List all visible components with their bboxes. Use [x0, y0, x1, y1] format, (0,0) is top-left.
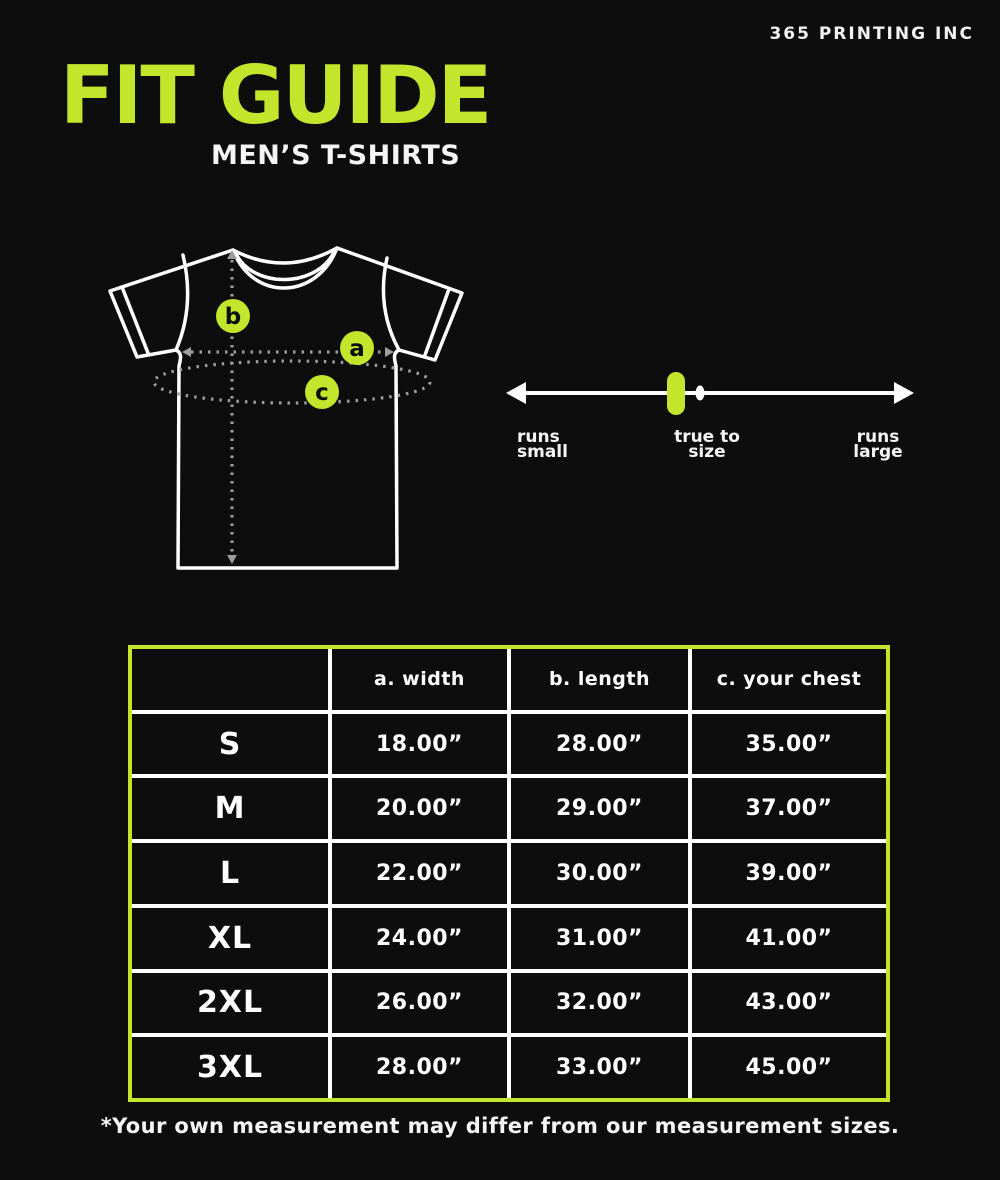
column-header-chest: c. your chest — [692, 649, 886, 710]
row-size-label: 3XL — [132, 1037, 328, 1098]
cell-length: 32.00” — [511, 973, 688, 1034]
cell-chest: 43.00” — [692, 973, 886, 1034]
tshirt-diagram — [95, 238, 475, 583]
scale-arrow-left-icon — [506, 382, 526, 404]
arrow-left-icon — [182, 347, 191, 357]
label-runs-large: runs large — [853, 427, 903, 462]
row-size-label: L — [132, 843, 328, 904]
cell-length: 29.00” — [511, 778, 688, 839]
cell-width: 28.00” — [332, 1037, 507, 1098]
page-subtitle: MEN’S T-SHIRTS — [211, 140, 461, 171]
brand-name: 365 PRINTING INC — [769, 24, 974, 44]
row-size-label: M — [132, 778, 328, 839]
marker-c-label: c — [315, 380, 329, 406]
fit-scale-labels — [500, 427, 920, 476]
arrow-right-icon — [385, 347, 394, 357]
footnote: *Your own measurement may differ from our measurement sizes. — [100, 1114, 900, 1138]
cell-chest: 41.00” — [692, 908, 886, 969]
dashed-line-arrowheads — [182, 250, 394, 564]
row-size-label: S — [132, 714, 328, 775]
left-cuff-line — [122, 287, 148, 353]
column-header-length: b. length — [511, 649, 688, 710]
column-header-width: a. width — [332, 649, 507, 710]
right-cuff-line — [425, 289, 449, 355]
label-true-to-size: true to size — [674, 427, 740, 462]
measurement-markers — [216, 299, 374, 409]
cell-chest: 45.00” — [692, 1037, 886, 1098]
fit-indicator-handle — [667, 372, 685, 415]
marker-b-label: b — [224, 304, 242, 330]
arrow-down-icon — [227, 555, 237, 564]
cell-width: 18.00” — [332, 714, 507, 775]
marker-a-label: a — [349, 336, 365, 362]
cell-chest: 35.00” — [692, 714, 886, 775]
cell-width: 20.00” — [332, 778, 507, 839]
cell-width: 26.00” — [332, 973, 507, 1034]
cell-length: 28.00” — [511, 714, 688, 775]
cell-chest: 37.00” — [692, 778, 886, 839]
measurement-dashed-lines — [154, 260, 430, 554]
row-size-label: 2XL — [132, 973, 328, 1034]
cell-length: 31.00” — [511, 908, 688, 969]
table-corner-cell — [132, 649, 328, 710]
scale-dot — [696, 386, 705, 401]
row-size-label: XL — [132, 908, 328, 969]
cell-width: 22.00” — [332, 843, 507, 904]
size-table — [128, 645, 890, 1102]
cell-chest: 39.00” — [692, 843, 886, 904]
cell-width: 24.00” — [332, 908, 507, 969]
page-title: FIT GUIDE — [60, 49, 491, 142]
chest-dashed-ellipse — [154, 361, 430, 403]
fit-scale-arrow — [500, 370, 920, 420]
right-armhole-seam — [383, 258, 399, 350]
tshirt-outline — [110, 248, 462, 568]
cell-length: 33.00” — [511, 1037, 688, 1098]
label-runs-small: runs small — [517, 427, 568, 462]
cell-length: 30.00” — [511, 843, 688, 904]
scale-arrow-right-icon — [894, 382, 914, 404]
